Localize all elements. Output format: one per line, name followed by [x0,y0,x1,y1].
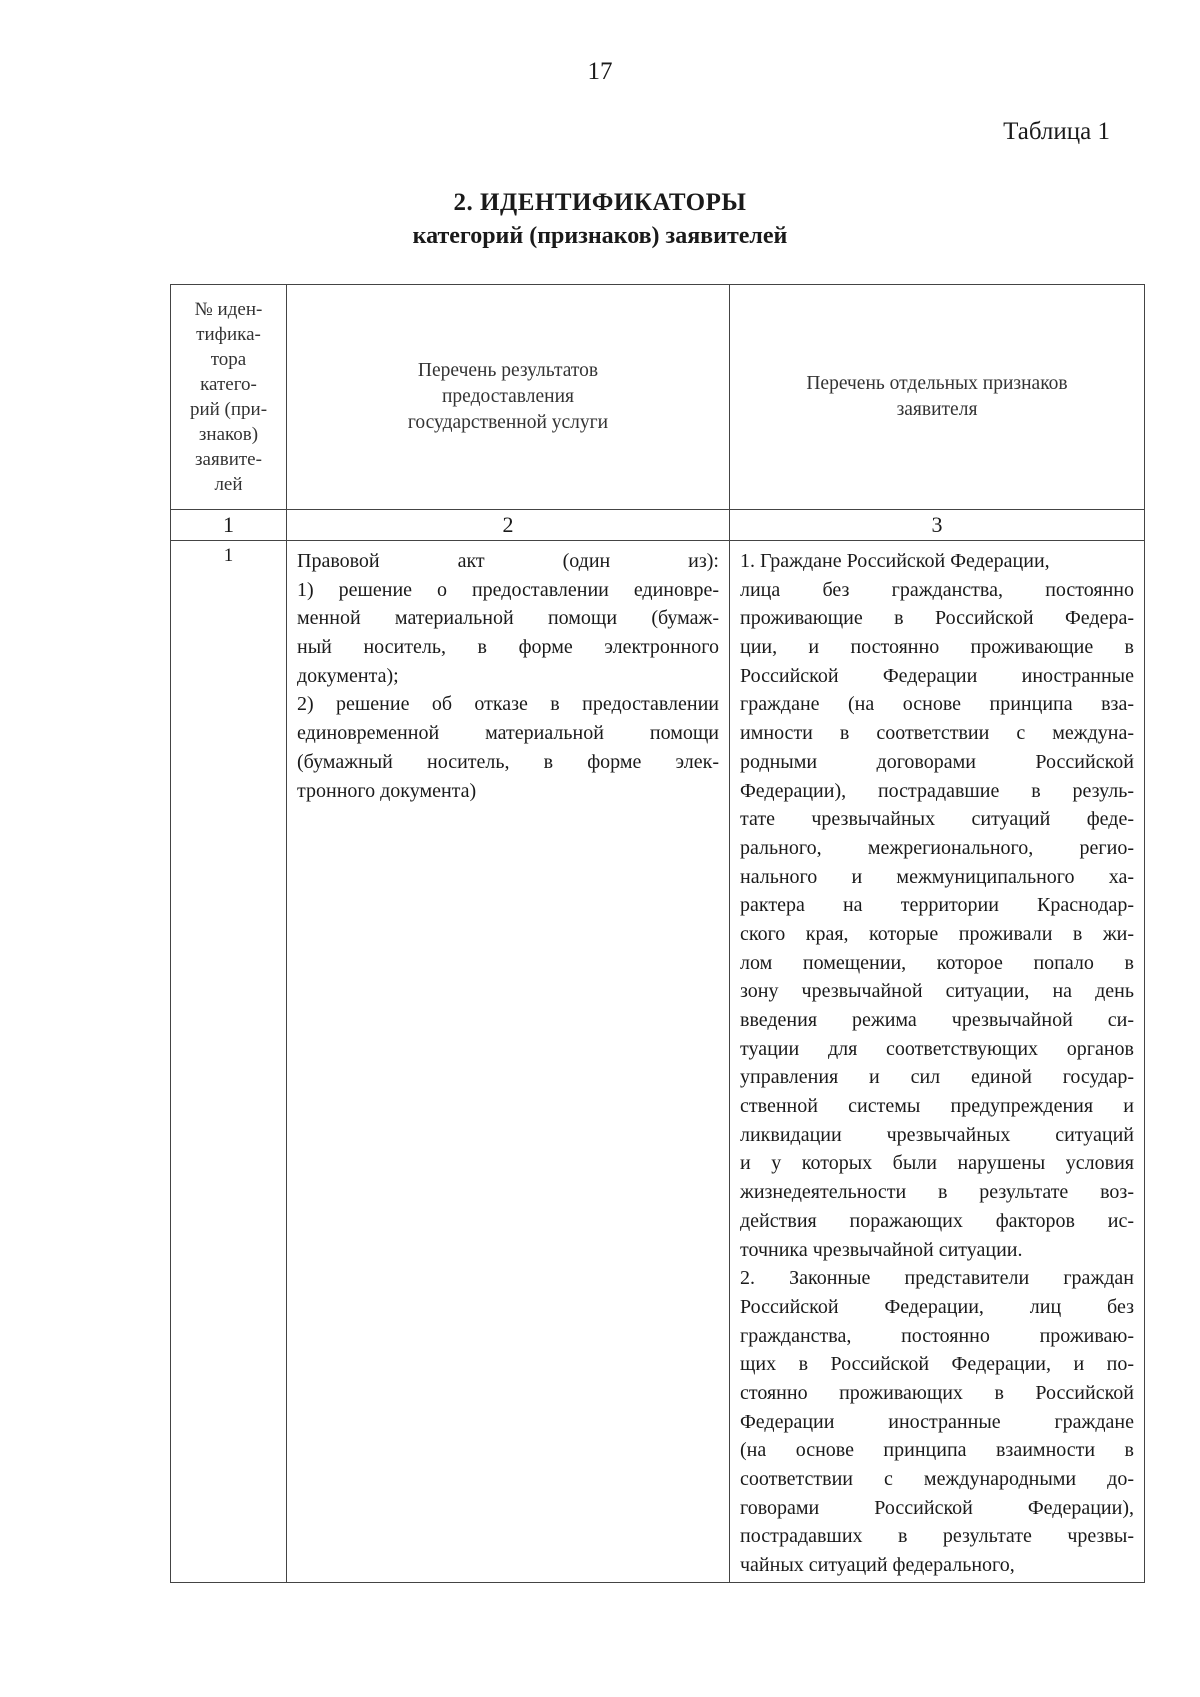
text-line: тронного документа) [297,779,477,802]
text-line: и у которых были нарушены условия [740,1152,1134,1175]
text-line: гражданства, постоянно проживаю- [740,1324,1134,1347]
text-line: стоянно проживающих в Российской [740,1381,1134,1404]
text-line: управления и сил единой государ- [740,1066,1134,1089]
text-line: щих в Российской Федерации, и по- [740,1353,1134,1376]
column-number-row [171,510,1145,541]
text-line: № иден- [194,299,263,320]
text-line: заявителя [896,399,978,420]
column-number-2: 2 [287,510,730,541]
column-number-3: 3 [730,510,1145,541]
text-line: туации для соответствующих органов [740,1037,1134,1060]
text-line: менной материальной помощи (бумаж- [297,607,719,630]
text-line: Правовой акт (один из): [297,550,719,572]
text-line: введения режима чрезвычайной си- [740,1009,1134,1031]
text-line: предоставления [442,386,574,407]
text-line: тифика- [196,324,261,345]
text-line: соответствии с международными до- [740,1468,1134,1490]
text-line: Перечень отдельных признаков [806,373,1068,394]
text-line: ции, и постоянно проживающие в [740,636,1134,659]
text-line: точника чрезвычайной ситуации. [740,1238,1023,1261]
row-results-list [287,541,730,1583]
text-line: проживающие в Российской Федера- [740,607,1134,630]
text-line: Российской Федерации иностранные [740,664,1134,687]
text-line: граждане (на основе принципа вза- [740,693,1134,716]
text-line: зону чрезвычайной ситуации, на день [740,980,1134,1003]
text-line: действия поражающих факторов ис- [740,1209,1134,1232]
text-line: Российской Федерации, лиц без [740,1295,1134,1318]
text-line: ный носитель, в форме электронного [297,636,719,659]
text-line: заявите- [195,449,262,470]
header-col-results [287,285,730,510]
header-col-id [171,285,287,510]
text-line: лица без гражданства, постоянно [740,578,1134,601]
text-line: имности в соответствии с междуна- [740,722,1134,745]
text-line: жизнедеятельности в результате воз- [740,1181,1134,1204]
text-line: Федерации), пострадавшие в резуль- [740,779,1134,802]
text-line: государственной услуги [407,412,609,433]
text-line: чайных ситуаций федерального, [740,1554,1015,1577]
row-signs-list [730,541,1145,1583]
heading-subtitle: категорий (признаков) заявителей [412,223,788,249]
text-line: тате чрезвычайных ситуаций феде- [740,808,1134,831]
header-col-signs [730,285,1145,510]
text-line: катего- [200,374,257,395]
text-line: Перечень результатов [417,360,599,381]
text-line: 1. Граждане Российской Федерации, [740,550,1050,572]
text-line: Федерации иностранные граждане [740,1410,1134,1433]
text-line: (бумажный носитель, в форме элек- [297,750,719,773]
text-line: лом помещении, которое попало в [740,951,1134,974]
text-line: рактера на территории Краснодар- [740,894,1134,917]
document-heading [0,186,1200,252]
text-line: 2) решение об отказе в предоставлении [297,693,719,716]
row-identifier: 1 [171,541,287,1583]
identifiers-table [170,284,1145,1583]
text-line: ственной системы предупреждения и [740,1095,1134,1118]
text-line: (на основе принципа взаимности в [740,1439,1134,1462]
text-line: рального, межрегионального, регио- [740,836,1134,859]
text-line: ского края, которые проживали в жи- [740,922,1134,945]
text-line: ликвидации чрезвычайных ситуаций [740,1123,1134,1146]
table-header-row [171,285,1145,510]
text-line: 1) решение о предоставлении единовре- [297,578,719,601]
text-line: 2. Законные представители граждан [740,1267,1134,1290]
text-line: рий (при- [189,399,268,420]
text-line: знаков) [198,424,259,445]
page-number: 17 [587,58,613,85]
text-line: пострадавших в результате чрезвы- [740,1525,1134,1548]
text-line: говорами Российской Федерации), [740,1496,1134,1519]
text-line: лей [214,474,243,495]
table-label: Таблица 1 [1003,118,1110,145]
heading-title: 2. ИДЕНТИФИКАТОРЫ [453,189,747,216]
text-line: документа); [297,664,399,687]
text-line: нального и межмуниципального ха- [740,865,1134,888]
table-row [171,541,1145,1583]
text-line: единовременной материальной помощи [297,722,719,745]
text-line: родными договорами Российской [740,750,1134,773]
column-number-1: 1 [171,510,287,541]
text-line: тора [210,349,247,370]
